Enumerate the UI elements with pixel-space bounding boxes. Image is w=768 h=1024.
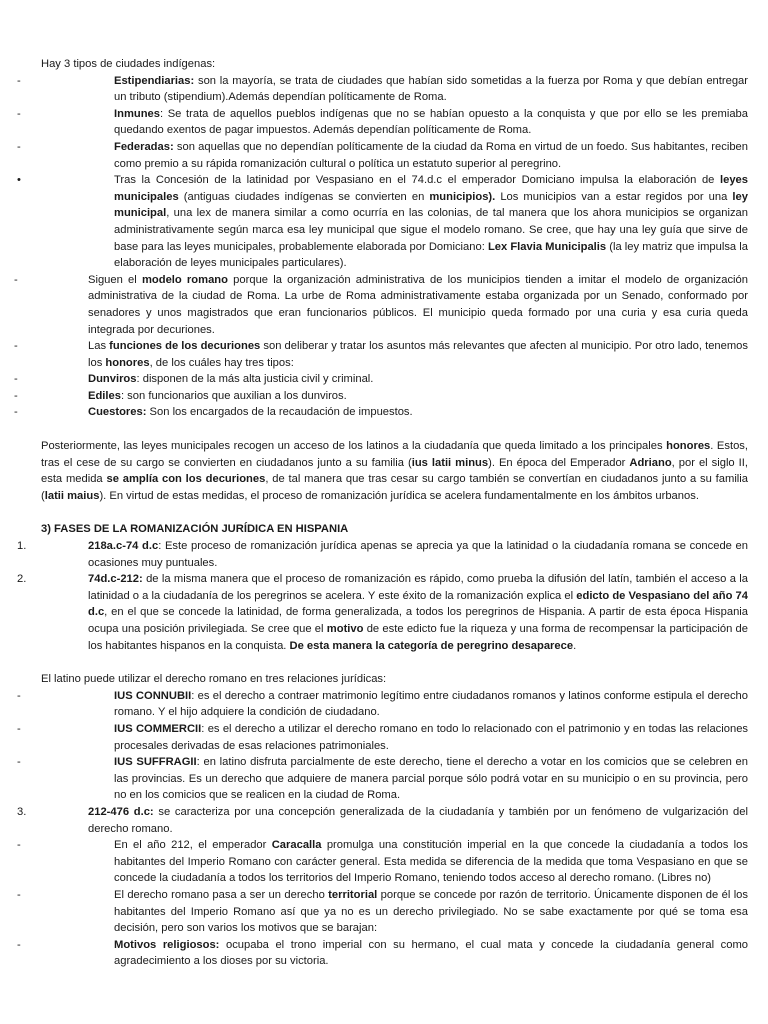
list-marker: -	[17, 888, 21, 901]
list-marker: -	[17, 689, 21, 702]
text-run: El derecho romano pasa a ser un derecho	[114, 888, 329, 901]
term-text: : son funcionarios que auxilian a los dunviros.	[120, 389, 347, 402]
bold-run: motivo	[326, 623, 364, 635]
fase-item-1	[17, 538, 748, 571]
list-marker: -	[14, 406, 18, 419]
text-run: ocupaba el trono imperial con su hermano, el cual mata y concede la ciudadanía general como agradecimiento a los dioses por su victoria.	[114, 938, 748, 968]
bold-run: honores	[666, 440, 711, 453]
number-marker: 2.	[17, 573, 27, 586]
spacer	[41, 421, 748, 438]
term-text: : es el derecho a contraer matrimonio legítimo entre ciudadanos romanos y latinos conforme estipula el derecho romano. Y el hijo adquiere la condición de ciudadano.	[114, 689, 749, 719]
bullet-paragraph	[114, 174, 748, 269]
term-text: son aquellas que no dependían políticamente de la ciudad da Roma en virtud de un foedo. Sus habitantes, reciben como premio a su rápida romanización cultural o política un estatuto superior al peregrino.	[114, 140, 748, 170]
text-run: porque se concede por razón de territorio. Únicamente disponen de él los habitantes del Imperio Romano así que ya no es un derecho privilegiado. No se sabe exactamente por qué se toma esa decisión, pero son varios los motivos que se barajan:	[114, 888, 748, 935]
number-marker: 3.	[17, 805, 27, 818]
bold-run: leyes municipales	[114, 174, 748, 203]
term-label: IUS CONNUBII	[114, 689, 192, 702]
ius-list	[17, 688, 749, 804]
spacer	[41, 654, 748, 671]
term-label: Inmunes	[114, 107, 161, 120]
text-run: ). En virtud de estas medidas, el proceso de romanización jurídica se acelera fundamentalmente en los ámbitos urbanos.	[99, 489, 699, 502]
tipos-list	[17, 73, 748, 272]
list-item-estipendiarias	[17, 73, 748, 106]
text-run: . Estos, tras el cese de su cargo se convierten en ciudadanos junto a su familia (	[41, 440, 749, 469]
text-run: porque la organización administrativa de los municipios tienden a imitar el modelo de organización administrativa de la ciudad de Roma. La urbe de Roma administrativamente estaba organizada por un Senado, conformado por senadores y unos magistrados que eran funcionarios públicos. El municipio queda formado por una curia y esa curia queda integrada por decuriones.	[88, 273, 748, 336]
fase-2-paragraph	[88, 573, 748, 651]
bold-run: se amplía con los decuriones	[106, 473, 266, 486]
list-item-caracalla	[17, 837, 748, 887]
list-item-ediles	[14, 388, 748, 405]
term-label: Estipendiarias:	[114, 74, 195, 87]
text-run: Posteriormente, las leyes municipales recogen un acceso de los latinos a la ciudadanía que queda limitado a los principales	[41, 440, 667, 453]
term-text: : Se trata de aquellos pueblos indígenas que no se habían opuesto a la conquista y que por ello se les premiaba quedando exentos de pagar impuestos. Además dependían políticamente de Roma.	[114, 107, 748, 137]
bold-run: 218a.c-74 d.c	[88, 540, 159, 553]
bold-run: latii maius	[44, 489, 100, 502]
text-run: son deliberar y tratar los asuntos más relevantes que afecten al municipio. Por otro lado, tenemos los	[88, 340, 748, 369]
list-item-dunviros	[14, 371, 748, 388]
list-item-modelo-romano	[14, 272, 748, 338]
list-item-territorial	[17, 887, 748, 937]
bold-run: ius latii minus	[411, 456, 489, 469]
list-item-inmunes	[17, 106, 748, 139]
bullet-marker: •	[17, 174, 21, 187]
bold-run: Lex Flavia Municipalis	[487, 240, 607, 253]
text-run: : Este proceso de romanización jurídica apenas se aprecia ya que la latinidad o la ciudadanía romana se concede en ocasiones muy puntuales.	[88, 540, 748, 569]
term-text: : disponen de la más alta justicia civil y criminal.	[136, 373, 374, 386]
section-title: 3) FASES DE LA ROMANIZACIÓN JURÍDICA EN HISPANIA	[41, 523, 349, 536]
list-marker: -	[14, 373, 18, 386]
text-run: promulga una constitución imperial en la que concede la ciudadanía a todos los habitantes del Imperio Romano con carácter general. Esta medida se diferencia de la medida que toma Vespasiano en que se concede la ciudadanía a todos los territorios del Imperio Romano, teniendo todos acceso al derecho romano. (Libres no)	[114, 839, 748, 885]
bold-run: Motivos religiosos:	[114, 938, 220, 951]
text-run: , en el que se concede la latinidad, de forma generalizada, a todos los peregrinos de Hispania. A partir de esta época Hispania ocupa una posición privilegiada. Se cree que el	[88, 606, 748, 635]
caracalla-paragraph	[114, 839, 748, 884]
list-marker: -	[14, 340, 18, 353]
territorial-paragraph	[114, 889, 748, 934]
term-label: Ediles	[88, 389, 121, 402]
bold-run: funciones de los decuriones	[109, 340, 261, 353]
list-marker: -	[17, 107, 21, 120]
motivos-paragraph	[114, 939, 748, 968]
bold-run: ley municipal	[114, 190, 748, 220]
text-run: , una lex de manera similar a como ocurría en las colonias, de tal manera que los ahora municipios se organizan administrativamente según marca esa ley municipal que sigue el modelo romano. Se cree, que hay una ley guía que sirve de base para las leyes municipales, probablemente elaborada por Domiciano:	[114, 207, 748, 253]
term-label: IUS COMMERCII	[114, 722, 202, 735]
list-item-federadas	[17, 139, 748, 172]
text-run: Siguen el	[88, 273, 142, 286]
bold-run: Caracalla	[271, 839, 322, 852]
term-label: Cuestores:	[88, 406, 147, 419]
bold-run: edicto de Vespasiano del año 74 d.c	[88, 589, 748, 619]
fase-item-3	[17, 804, 748, 837]
bullet-item-leyes-municipales	[17, 172, 748, 272]
funciones-paragraph	[88, 340, 748, 369]
text-run: (la ley matriz que impulsa la elaboración de leyes municipales particulares).	[114, 240, 748, 270]
list-item-motivos-religiosos	[17, 937, 748, 970]
list-marker: -	[17, 839, 21, 852]
text-run: Tras la Concesión de la latinidad por Vespasiano en el 74.d.c el emperador Domiciano impulsa la elaboración de	[114, 174, 720, 187]
term-label: IUS SUFFRAGII	[114, 756, 197, 769]
text-run: (antiguas ciudades indígenas se convierten en	[178, 190, 430, 203]
list-item-funciones	[14, 338, 748, 371]
spacer	[41, 504, 748, 521]
text-run: , por el siglo II, esta medida	[41, 456, 748, 486]
term-text: : en latino disfruta parcialmente de este derecho, tiene el derecho a votar en los comicios que se celebren en las provincias. Es un derecho que adquiere de manera parcial porque sólo podrá votar en su municipio o en su provincia, pero no en los comicios que se realicen en la ciudad de Roma.	[114, 756, 748, 802]
text-run: Los municipios van a estar regidos por una	[495, 190, 733, 203]
fase-1-paragraph	[88, 540, 748, 569]
modelo-paragraph	[88, 274, 748, 336]
bold-run: 74d.c-212:	[88, 573, 143, 586]
list-marker: -	[17, 722, 21, 735]
bold-run: territorial	[328, 888, 378, 901]
text-run: se caracteriza por una concepción generalizada de la ciudadanía y también por un fenómeno de vulgarización del derecho romano.	[88, 805, 748, 835]
term-text: Son los encargados de la recaudación de impuestos.	[146, 406, 413, 419]
fase-3-list	[17, 837, 748, 970]
text-run: de la misma manera que el proceso de romanización es rápido, como prueba la difusión del latín, también el acceso a la latinidad o a la ciudadanía de los peregrinos se acelera. Y este éxito de la romanización explica el	[88, 573, 748, 602]
list-marker: -	[14, 273, 18, 286]
list-marker: -	[17, 140, 21, 153]
list-item-ius-suffragii	[17, 754, 748, 804]
list-marker: -	[14, 389, 18, 402]
honores-list	[14, 371, 748, 421]
term-label: Dunviros	[88, 373, 137, 386]
term-label: Federadas:	[114, 140, 174, 153]
number-marker: 1.	[17, 540, 27, 553]
posterior-paragraph	[41, 438, 748, 504]
list-marker: -	[17, 74, 21, 87]
list-item-cuestores	[14, 404, 748, 421]
text-run: .	[573, 639, 577, 652]
list-marker: -	[17, 756, 21, 769]
latino-intro: El latino puede utilizar el derecho romano en tres relaciones jurídicas:	[41, 673, 387, 686]
term-text: son la mayoría, se trata de ciudades que habían sido sometidas a la fuerza por Roma y que debían entregar un tributo (stipendium).Además dependían políticamente de Roma.	[114, 74, 748, 104]
term-text: : es el derecho a utilizar el derecho romano en todo lo relacionado con el patrimonio y en todas las relaciones procesales derivadas de esas relaciones patrimoniales.	[114, 722, 749, 752]
text-run: En el año 212, el emperador	[114, 839, 272, 852]
text-run: , de los cuáles hay tres tipos:	[149, 356, 294, 369]
bold-run: Adriano	[629, 456, 672, 469]
text-run: , de tal manera que tras cesar su cargo también se convertían en ciudadanos junto a su familia (	[41, 473, 749, 502]
bold-run: honores	[105, 356, 150, 369]
fase-3-paragraph	[88, 806, 748, 835]
text-run: Las	[88, 340, 110, 353]
intro-line: Hay 3 tipos de ciudades indígenas:	[41, 58, 216, 70]
list-item-ius-commercii	[17, 721, 749, 754]
list-marker: -	[17, 938, 21, 951]
bold-run: municipios).	[429, 190, 496, 203]
bold-run: De esta manera la categoría de peregrino desaparece	[289, 639, 574, 652]
fase-item-2	[17, 571, 748, 654]
bold-run: modelo romano	[141, 273, 228, 286]
bold-run: 212-476 d.c:	[88, 805, 154, 818]
text-run: de este edicto fue la riqueza y una forma de recompensar la participación de los habitantes hispanos en la conquista.	[88, 623, 748, 652]
list-item-ius-connubii	[17, 688, 749, 721]
text-run: ). En época del Emperador	[488, 456, 630, 469]
